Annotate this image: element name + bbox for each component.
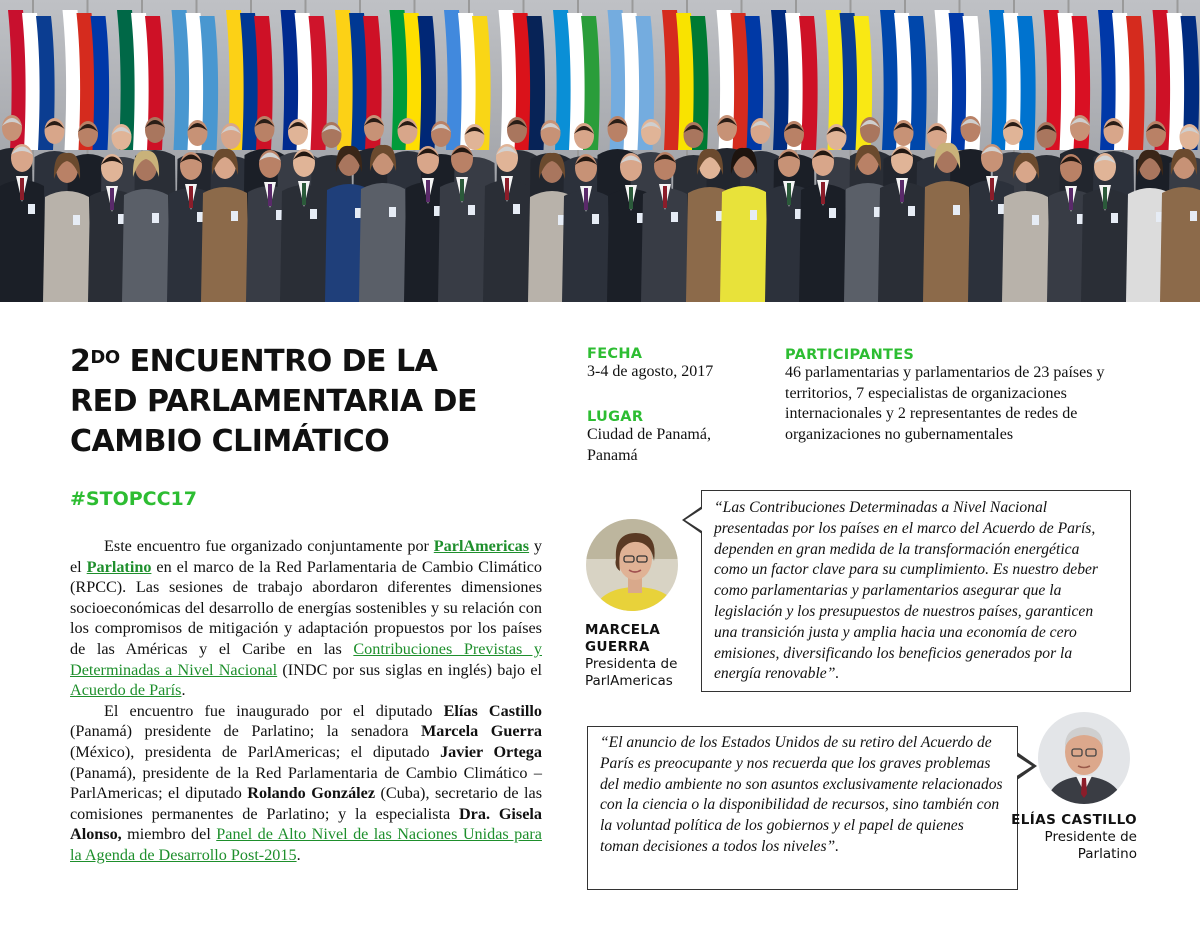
flag	[662, 0, 709, 170]
person-role-line2: ParlAmericas	[585, 673, 673, 689]
marcela-guerra-avatar	[586, 519, 678, 611]
flag	[281, 0, 328, 170]
hashtag: #STOPCC17	[70, 488, 197, 510]
group-photo-icon	[0, 0, 1200, 302]
page-title: $2^{DO}$ ENCUENTRO DE LA RED PARLAMENTARIA DE CAMBIO CLIMÁTICO	[70, 344, 477, 459]
participantes-value: 46 parlamentarias y parlamentarios de 23 países y territorios, 7 especialistas de organizaciones internacionales y 2 representantes de redes de organizaciones no gubernamentales	[785, 364, 1105, 443]
person-role-line2: Parlatino	[1077, 846, 1137, 862]
flag	[1098, 0, 1145, 170]
person-role-line1: Presidenta de	[585, 656, 678, 672]
fecha-block	[587, 346, 767, 383]
flag	[717, 0, 764, 170]
link-indc[interactable]: Contribuciones Previstas y Determinadas a Nivel Nacional	[70, 639, 542, 679]
flag	[608, 0, 655, 170]
fecha-label: FECHA	[587, 346, 643, 362]
person-name-line1: MARCELA	[585, 622, 661, 638]
link-acuerdo-paris[interactable]: Acuerdo de París	[70, 681, 182, 700]
flag	[335, 0, 382, 170]
lugar-value-2: Panamá	[587, 446, 638, 464]
elias-castillo-caption	[1000, 812, 1137, 863]
link-parlamericas[interactable]: ParlAmericas	[433, 537, 530, 555]
participantes-block	[785, 347, 1130, 445]
elias-castillo-avatar	[1038, 712, 1130, 804]
flag	[390, 0, 437, 170]
portrait-man-icon	[1038, 712, 1130, 804]
lugar-label: LUGAR	[587, 409, 644, 425]
person-name-line2: GUERRA	[585, 639, 650, 655]
bubble-1-tail-inner	[685, 509, 702, 531]
fecha-value: 3-4 de agosto, 2017	[587, 363, 714, 380]
flag	[8, 0, 55, 170]
quote-bubble-castillo: “El anuncio de los Estados Unidos de su retiro del Acuerdo de París es preocupante y nos recuerda que los graves problemas del medio ambiente no son asuntos exclusivamente relacionados con la ciencia o la disponibilidad de recursos, sino también con la voluntad política de los gobiernos y el papel de quienes toman decisiones a todos los niveles”.	[587, 726, 1018, 890]
bubble-2-tail-inner	[1015, 755, 1032, 777]
lugar-value-1: Ciudad de Panamá,	[587, 426, 711, 443]
paragraph-1: Este encuentro fue organizado conjuntamente por ParlAmericas y el Parlatino en el marco de la Red Parlamentaria de Cambio Climático (RPCC). Las sesiones de trabajo abordaron diferentes dimensiones socioeconómicas del desarrollo de energías sostenibles y su relación con los compromisos de mitigación y adaptación propuestos por los países de las Américas y el Caribe en las Contribuciones Previstas y Determinadas a Nivel Nacional (INDC por sus siglas en inglés) bajo el Acuerdo de París.	[70, 537, 543, 700]
marcela-guerra-caption	[585, 622, 695, 690]
flag	[553, 0, 600, 170]
person-role-line1: Presidente de	[1044, 829, 1137, 845]
link-panel-alto-nivel[interactable]: Panel de Alto Nivel de las Naciones Unidas para la Agenda de Desarrollo Post-2015	[70, 825, 542, 864]
person-name: ELÍAS CASTILLO	[1011, 812, 1137, 828]
paragraph-2: El encuentro fue inaugurado por el diputado Elías Castillo (Panamá) presidente de Parlatino; la senadora Marcela Guerra (México), presidenta de ParlAmericas; el diputado Javier Ortega (Panamá), presidente de la Red Parlamentaria de Cambio Climático – ParlAmericas; el diputado Rolando González (Cuba), secretario de las comisiones permanentes de Parlatino; y la especialista Dra. Gisela Alonso, miembro del Panel de Alto Nivel de las Naciones Unidas para la Agenda de Desarrollo Post-2015.	[70, 701, 543, 864]
participantes-label: PARTICIPANTES	[785, 347, 915, 363]
lugar-block	[587, 409, 767, 466]
body-text	[70, 536, 542, 866]
link-parlatino[interactable]: Parlatino	[86, 557, 152, 576]
group-photo	[0, 0, 1200, 302]
quote-bubble-guerra: “Las Contribuciones Determinadas a Nivel Nacional presentadas por los países en el marco del Acuerdo de París, dependen en gran medida de la transformación energética como un factor clave para su cumplimiento. Es nuestro deber como parlamentarias y parlamentarios asegurar que la legislación y los presupuestos de nuestros países, garanticen una transición justa y amplia hacia una economía de cero emisiones, diversificando los beneficios generados por la energía renovable”.	[701, 490, 1131, 692]
portrait-woman-icon	[586, 519, 678, 611]
